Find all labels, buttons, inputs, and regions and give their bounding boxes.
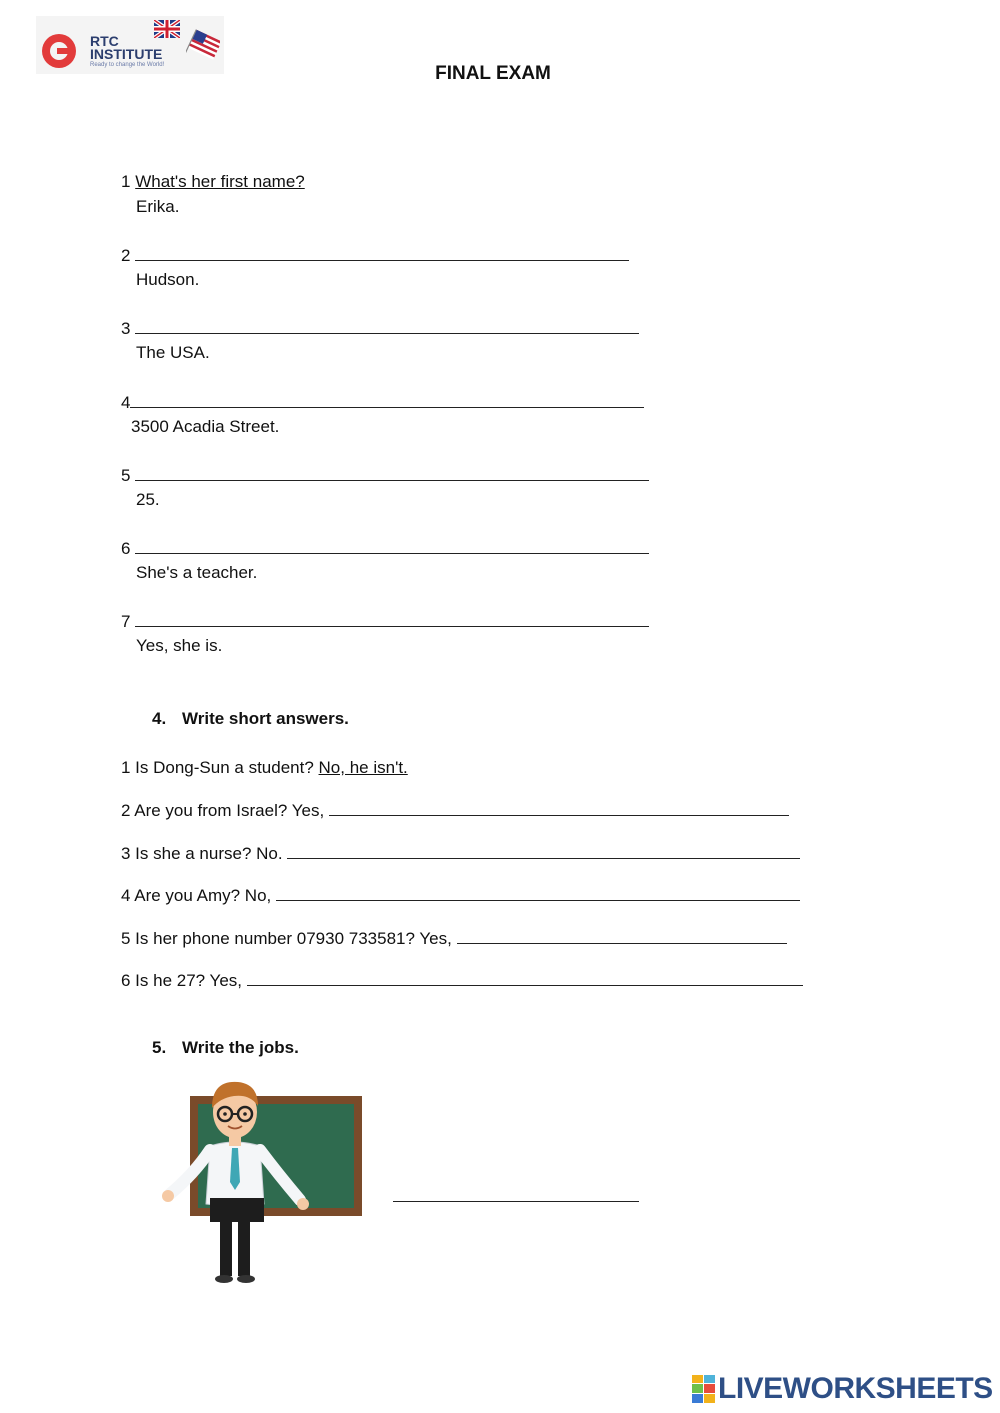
- teacher-illustration: [160, 1070, 370, 1290]
- answer-blank[interactable]: [135, 318, 639, 334]
- answer-blank[interactable]: [130, 392, 644, 408]
- short-answer-1: [121, 758, 408, 778]
- us-flag-icon: [186, 26, 220, 66]
- short-answer-prompt: 3 Is she a nurse? No.: [121, 844, 283, 863]
- answer-3: The USA.: [136, 343, 210, 362]
- short-answer-2: [121, 800, 789, 821]
- short-answer-prompt: 1 Is Dong-Sun a student?: [121, 758, 314, 777]
- short-answer-6: [121, 970, 803, 991]
- question-number: 4: [121, 393, 131, 412]
- logo-line1: RTC: [90, 33, 119, 49]
- short-answer-prompt: 5 Is her phone number 07930 733581? Yes,: [121, 929, 452, 948]
- question-6: [121, 538, 649, 559]
- answer-1: Erika.: [136, 197, 180, 216]
- short-answer-prompt: 6 Is he 27? Yes,: [121, 971, 242, 990]
- question-number: 6: [121, 539, 131, 558]
- answer-blank[interactable]: [287, 843, 800, 859]
- answer-7: Yes, she is.: [136, 636, 223, 655]
- question-1: [121, 172, 305, 192]
- question-number: 5: [121, 466, 131, 485]
- liveworksheets-wordmark: LIVEWORKSHEETS: [718, 1372, 993, 1405]
- question-5: [121, 465, 649, 486]
- short-answer-4: [121, 885, 800, 906]
- short-answer-example: No, he isn't.: [318, 758, 408, 777]
- answer-blank[interactable]: [276, 885, 800, 901]
- question-number: 2: [121, 246, 131, 265]
- answer-blank[interactable]: [135, 245, 629, 261]
- page-title: FINAL EXAM: [435, 63, 551, 84]
- answer-blank[interactable]: [135, 611, 649, 627]
- section-title: Write the jobs.: [182, 1038, 299, 1057]
- section-number: 4.: [152, 709, 167, 728]
- question-number: 1: [121, 172, 131, 191]
- answer-blank[interactable]: [135, 538, 649, 554]
- short-answer-5: [121, 928, 787, 949]
- answer-blank[interactable]: [247, 970, 803, 986]
- question-text: What's her first name?: [135, 172, 305, 191]
- section-5-heading: [152, 1038, 299, 1058]
- answer-4: 3500 Acadia Street.: [131, 417, 280, 436]
- answer-6: She's a teacher.: [136, 563, 258, 582]
- section-number: 5.: [152, 1038, 167, 1057]
- answer-5: 25.: [136, 490, 160, 509]
- answer-blank[interactable]: [457, 928, 787, 944]
- section-4-heading: [152, 709, 349, 729]
- question-2: [121, 245, 629, 266]
- section-title: Write short answers.: [182, 709, 349, 728]
- answer-2: Hudson.: [136, 270, 200, 289]
- question-7: [121, 611, 649, 632]
- question-3: [121, 318, 639, 339]
- answer-blank[interactable]: [329, 800, 789, 816]
- short-answer-prompt: 2 Are you from Israel? Yes,: [121, 801, 325, 820]
- logo-tagline: Ready to change the World!: [90, 62, 165, 68]
- logo-line2: INSTITUTE: [90, 46, 163, 62]
- answer-blank[interactable]: [135, 465, 649, 481]
- question-number: 7: [121, 612, 131, 631]
- question-number: 3: [121, 319, 131, 338]
- short-answer-prompt: 4 Are you Amy? No,: [121, 886, 272, 905]
- liveworksheets-blocks-icon: [692, 1375, 716, 1403]
- job-answer-blank[interactable]: [393, 1186, 639, 1202]
- short-answer-3: [121, 843, 800, 864]
- uk-flag-icon: [154, 20, 180, 38]
- question-4: [121, 392, 644, 413]
